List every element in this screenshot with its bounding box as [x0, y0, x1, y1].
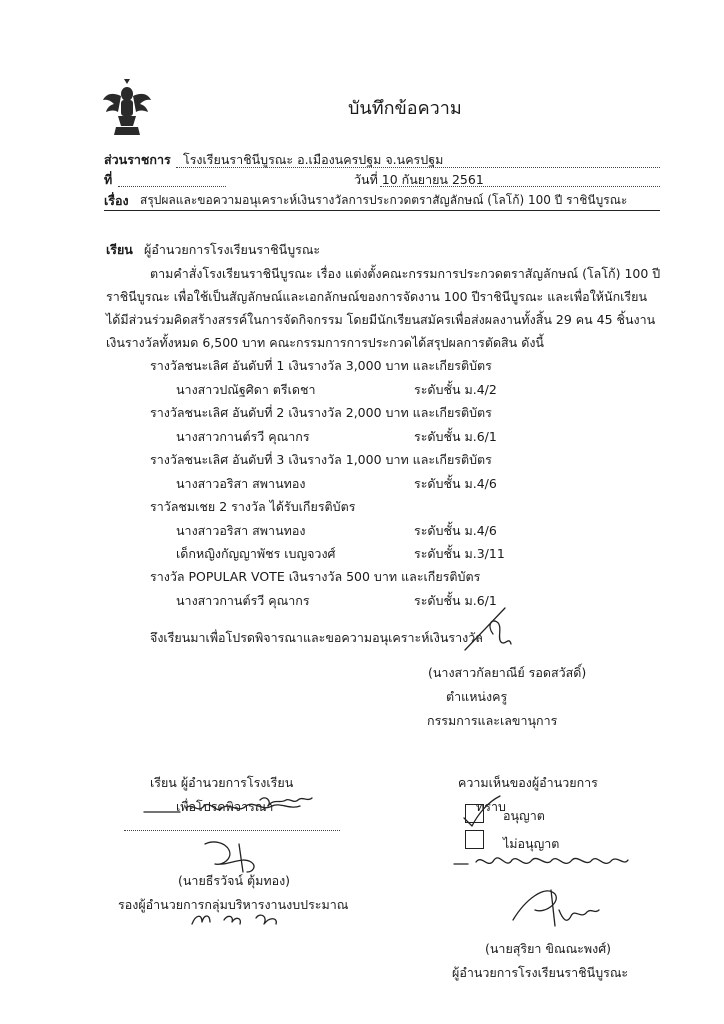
agency-dotted-line: [176, 167, 660, 168]
approve-check-mark: [456, 794, 502, 828]
winner-level: ระดับชั้น ม.6/1: [414, 593, 497, 608]
winner-level: ระดับชั้น ม.4/6: [414, 523, 497, 538]
vice-director-position: รองผู้อำนวยการกลุ่มบริหารงานงบประมาณ: [118, 897, 349, 912]
director-position: ผู้อำนวยการโรงเรียนราชินีบูรณะ: [452, 965, 629, 980]
memo-title: บันทึกข้อความ: [348, 98, 462, 119]
subject-value: สรุปผลและขอความอนุเคราะห์เงินรางวัลการประกวดตราสัญลักษณ์ (โลโก้) 100 ปี ราชินีบูรณะ: [140, 193, 628, 207]
deny-checkbox[interactable]: [465, 830, 484, 849]
signer-name: (นางสาวกัลยาณีย์ รอดสวัสดิ์): [428, 665, 587, 680]
winner-name: นางสาวกานต์รวี คุณากร: [176, 429, 310, 444]
winner-name: นางสาวอริสา สพานทอง: [176, 476, 306, 491]
winner-name: นางสาวปณัฐศิดา ตรีเดชา: [176, 382, 316, 397]
award-title: ราวัลชมเชย 2 รางวัล ได้รับเกียรติบัตร: [150, 499, 356, 514]
signer-position: ตำแหน่งครู: [446, 689, 508, 704]
winner-name: นางสาวกานต์รวี คุณากร: [176, 593, 310, 608]
memo-date: วันที่ 10 กันยายน 2561: [354, 172, 484, 187]
director-signature: [505, 880, 605, 936]
winner-level: ระดับชั้น ม.4/6: [414, 476, 497, 491]
endorse-line2: เพื่อโปรดพิจารณา: [176, 799, 274, 814]
para-line: ได้มีส่วนร่วมคิดสร้างสรรค์ในการจัดกิจกรรม โดยมีนักเรียนสมัครเพื่อส่งผลงานทั้งสิ้น 29 คน 45 ชิ้นงาน: [106, 312, 656, 327]
subject-label: เรื่อง: [104, 193, 129, 208]
to-value: ผู้อำนวยการโรงเรียนราชินีบูรณะ: [144, 242, 321, 257]
winner-level: ระดับชั้น ม.4/2: [414, 382, 497, 397]
signer-signature: [445, 598, 555, 662]
left-dotted-line: [124, 830, 340, 831]
winner-name: นางสาวอริสา สพานทอง: [176, 523, 306, 538]
ref-dotted-line: [118, 186, 226, 187]
garuda-emblem-icon: [102, 78, 152, 136]
endorse-line1: เรียน ผู้อำนวยการโรงเรียน: [150, 775, 294, 790]
director-opinion-heading: ความเห็นของผู้อำนวยการ: [458, 775, 598, 790]
director-name: (นายสุริยา ขิณณะพงศ์): [485, 941, 612, 956]
award-title: รางวัลชนะเลิศ อันดับที่ 2 เงินรางวัล 2,000 บาท และเกียรติบัตร: [150, 405, 492, 420]
director-handwritten-note: [452, 848, 652, 878]
award-title: รางวัลชนะเลิศ อันดับที่ 1 เงินรางวัล 3,000 บาท และเกียรติบัตร: [150, 358, 492, 373]
closing-line: จึงเรียนมาเพื่อโปรดพิจารณาและขอความอนุเคราะห์เงินรางวัล: [150, 630, 483, 645]
agency-label: ส่วนราชการ: [104, 152, 171, 167]
para-line: เงินรางวัลทั้งหมด 6,500 บาท คณะกรรมการการประกวดได้สรุปผลการตัดสิน ดังนี้: [106, 335, 544, 350]
vice-director-name: (นายธีรวัจน์ ตุ้มทอง): [178, 873, 291, 888]
handwritten-note: [140, 788, 340, 828]
handwritten-date: [188, 906, 288, 932]
winner-level: ระดับชั้น ม.3/11: [414, 546, 505, 561]
winner-name: เด็กหญิงกัญญาพัชร เบญจวงศ์: [176, 546, 336, 561]
date-dotted-line: [380, 186, 660, 187]
ref-label: ที่: [104, 172, 113, 187]
winner-level: ระดับชั้น ม.6/1: [414, 429, 497, 444]
header-rule: [104, 210, 660, 211]
award-title: รางวัลชนะเลิศ อันดับที่ 3 เงินรางวัล 1,000 บาท และเกียรติบัตร: [150, 452, 492, 467]
award-title: รางวัล POPULAR VOTE เงินรางวัล 500 บาท และเกียรติบัตร: [150, 569, 481, 584]
approve-label: อนุญาต: [503, 808, 545, 823]
to-label: เรียน: [106, 242, 133, 257]
para-line: ตามคำสั่งโรงเรียนราชินีบูรณะ เรื่อง แต่งตั้งคณะกรรมการประกวดตราสัญลักษณ์ (โลโก้) 100 ปี: [150, 266, 661, 281]
deny-label: ไม่อนุญาต: [503, 836, 560, 851]
agency-value: โรงเรียนราชินีบูรณะ อ.เมืองนครปฐม จ.นครปฐม: [183, 152, 444, 167]
para-line: ราชินีบูรณะ เพื่อใช้เป็นสัญลักษณ์และเอกลักษณ์ของการจัดงาน 100 ปีราชินีบูรณะ และเพื่อให้นักเรียน: [106, 289, 648, 304]
signer-role: กรรมการและเลขานุการ: [427, 713, 558, 728]
acknowledge-text: ทราบ: [476, 799, 506, 814]
